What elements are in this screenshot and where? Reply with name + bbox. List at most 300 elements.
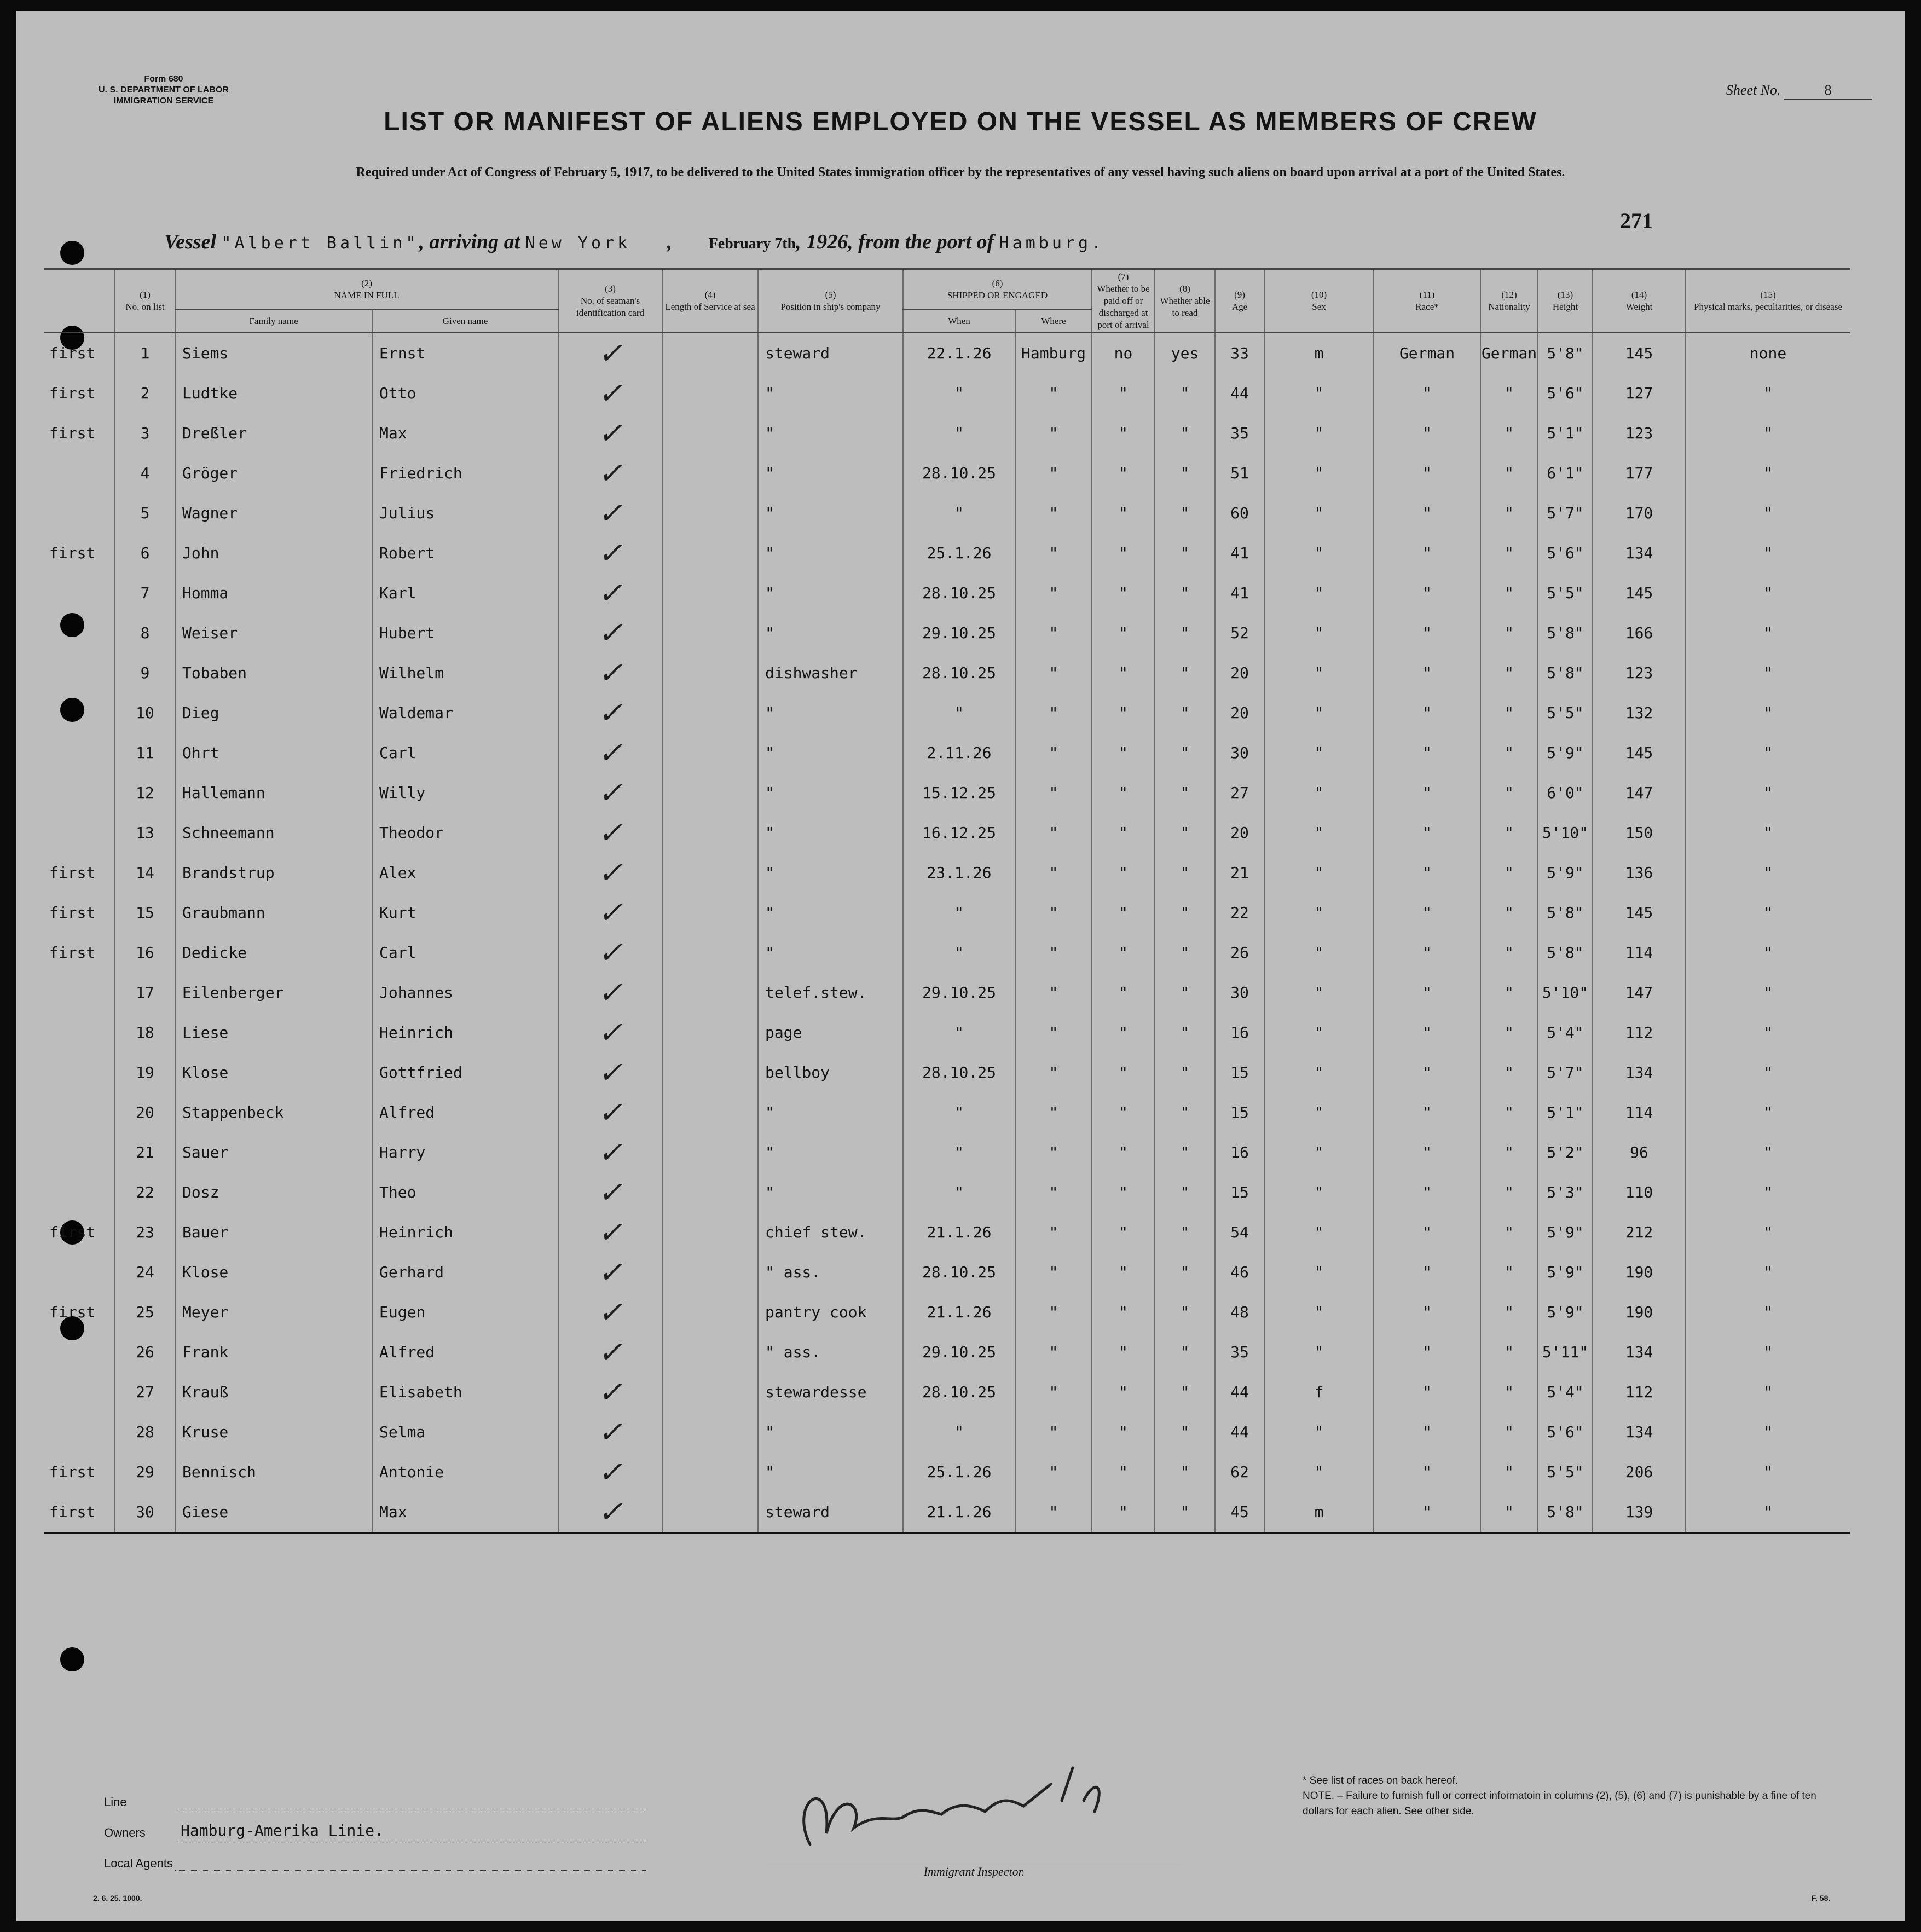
id-card-check: ✓ <box>558 1172 662 1212</box>
list-no-cell: 24 <box>115 1252 175 1292</box>
paid-off-cell: " <box>1092 973 1155 1013</box>
header-row <box>44 269 1850 310</box>
paid-off-cell: " <box>1092 573 1155 613</box>
position-cell: " <box>758 1092 903 1132</box>
mark-cell <box>44 1412 115 1452</box>
weight-cell: 150 <box>1593 813 1686 853</box>
id-card-check: ✓ <box>558 1052 662 1092</box>
race-cell: " <box>1374 813 1480 853</box>
form-header <box>99 74 229 107</box>
length-cell <box>662 1092 758 1132</box>
nationality-cell: " <box>1480 613 1538 653</box>
length-cell <box>662 933 758 973</box>
table-row <box>44 493 1850 533</box>
height-cell: 5'8" <box>1538 893 1593 933</box>
reference-number: 271 <box>1620 209 1653 233</box>
table-row <box>44 1172 1850 1212</box>
where-cell: " <box>1015 1492 1092 1533</box>
age-cell: 44 <box>1215 373 1264 413</box>
list-no-cell: 21 <box>115 1132 175 1172</box>
sex-cell: " <box>1264 613 1374 653</box>
table-row <box>44 1092 1850 1132</box>
given-name-cell: Gerhard <box>372 1252 558 1292</box>
read-cell: yes <box>1155 333 1215 373</box>
sex-cell: " <box>1264 1013 1374 1052</box>
height-cell: 5'9" <box>1538 1212 1593 1252</box>
physical-marks-cell: " <box>1686 453 1850 493</box>
mark-cell <box>44 1372 115 1412</box>
family-name-cell: Krauß <box>175 1372 372 1412</box>
mark-header <box>44 269 115 333</box>
vessel-label: Vessel <box>164 230 216 253</box>
read-cell: " <box>1155 1372 1215 1412</box>
family-name-cell: Hallemann <box>175 773 372 813</box>
nationality-cell: " <box>1480 1212 1538 1252</box>
nationality-cell: " <box>1480 1412 1538 1452</box>
weight-cell: 110 <box>1593 1172 1686 1212</box>
length-cell <box>662 1013 758 1052</box>
race-cell: " <box>1374 653 1480 693</box>
race-cell: " <box>1374 1092 1480 1132</box>
physical-marks-cell: " <box>1686 493 1850 533</box>
paid-off-cell: " <box>1092 693 1155 733</box>
given-name-cell: Johannes <box>372 973 558 1013</box>
paid-off-cell: " <box>1092 653 1155 693</box>
given-name-cell: Max <box>372 1492 558 1533</box>
length-cell <box>662 453 758 493</box>
given-name-cell: Alfred <box>372 1092 558 1132</box>
when-cell: " <box>903 413 1015 453</box>
height-cell: 5'10" <box>1538 813 1593 853</box>
length-cell <box>662 893 758 933</box>
nationality-cell: " <box>1480 573 1538 613</box>
id-card-check: ✓ <box>558 573 662 613</box>
position-cell: " <box>758 1172 903 1212</box>
paid-off-cell: " <box>1092 1092 1155 1132</box>
id-card-check: ✓ <box>558 413 662 453</box>
arrival-date: February 7th <box>708 235 796 252</box>
read-cell: " <box>1155 1052 1215 1092</box>
where-cell: " <box>1015 413 1092 453</box>
when-cell: 22.1.26 <box>903 333 1015 373</box>
table-row <box>44 813 1850 853</box>
age-cell: 35 <box>1215 413 1264 453</box>
weight-cell: 132 <box>1593 693 1686 733</box>
mark-cell: first <box>49 904 96 922</box>
manifest-sheet <box>16 11 1905 1921</box>
table-row <box>44 1372 1850 1412</box>
mark-cell <box>44 1252 115 1292</box>
header-race: (11) Race* <box>1374 269 1480 333</box>
race-cell: " <box>1374 1492 1480 1533</box>
year-prefix: , 19 <box>796 230 828 253</box>
header-position: (5) Position in ship's company <box>758 269 903 333</box>
list-no-cell: 19 <box>115 1052 175 1092</box>
weight-cell: 114 <box>1593 933 1686 973</box>
physical-marks-cell: " <box>1686 533 1850 573</box>
when-cell: " <box>903 1412 1015 1452</box>
read-cell: " <box>1155 413 1215 453</box>
family-name-cell: Siems <box>175 333 372 373</box>
nationality-cell: " <box>1480 1492 1538 1533</box>
mark-cell <box>44 773 115 813</box>
punch-hole <box>60 241 84 265</box>
read-cell: " <box>1155 533 1215 573</box>
sex-cell: " <box>1264 533 1374 573</box>
table-row <box>44 1412 1850 1452</box>
agents-label: Local Agents <box>104 1856 173 1870</box>
list-no-cell: 17 <box>115 973 175 1013</box>
physical-marks-cell: " <box>1686 773 1850 813</box>
header-family-name: Family name <box>175 310 372 333</box>
table-row <box>44 653 1850 693</box>
position-cell: " <box>758 453 903 493</box>
given-name-cell: Max <box>372 413 558 453</box>
race-cell: " <box>1374 453 1480 493</box>
length-cell <box>662 1212 758 1252</box>
length-cell <box>662 653 758 693</box>
age-cell: 15 <box>1215 1172 1264 1212</box>
list-no-cell: 20 <box>115 1092 175 1132</box>
length-cell <box>662 973 758 1013</box>
height-cell: 5'9" <box>1538 1252 1593 1292</box>
when-cell: 25.1.26 <box>903 533 1015 573</box>
sex-cell: " <box>1264 373 1374 413</box>
mark-cell: first <box>49 544 96 562</box>
where-cell: " <box>1015 1092 1092 1132</box>
id-card-check: ✓ <box>558 1412 662 1452</box>
race-cell: " <box>1374 733 1480 773</box>
age-cell: 15 <box>1215 1052 1264 1092</box>
weight-cell: 190 <box>1593 1252 1686 1292</box>
position-cell: " <box>758 853 903 893</box>
table-row <box>44 893 1850 933</box>
header-shipped: (6) SHIPPED OR ENGAGED <box>903 269 1092 310</box>
position-cell: " <box>758 373 903 413</box>
sex-cell: " <box>1264 1332 1374 1372</box>
given-name-cell: Julius <box>372 493 558 533</box>
given-name-cell: Elisabeth <box>372 1372 558 1412</box>
sheet-number-field <box>1726 82 1872 100</box>
id-card-check: ✓ <box>558 1092 662 1132</box>
mark-cell: first <box>49 344 96 362</box>
sex-cell: " <box>1264 973 1374 1013</box>
where-cell: " <box>1015 1292 1092 1332</box>
where-cell: " <box>1015 853 1092 893</box>
mark-cell: first <box>49 384 96 402</box>
length-cell <box>662 773 758 813</box>
sex-cell: " <box>1264 733 1374 773</box>
read-cell: " <box>1155 853 1215 893</box>
table-row <box>44 613 1850 653</box>
mark-cell <box>44 813 115 853</box>
nationality-cell: " <box>1480 933 1538 973</box>
age-cell: 22 <box>1215 893 1264 933</box>
position-cell: " ass. <box>758 1332 903 1372</box>
race-cell: " <box>1374 613 1480 653</box>
id-card-check: ✓ <box>558 853 662 893</box>
race-cell: " <box>1374 1372 1480 1412</box>
where-cell: " <box>1015 893 1092 933</box>
table-row <box>44 973 1850 1013</box>
height-cell: 5'4" <box>1538 1372 1593 1412</box>
id-card-check: ✓ <box>558 1132 662 1172</box>
where-cell: " <box>1015 1372 1092 1412</box>
age-cell: 44 <box>1215 1412 1264 1452</box>
length-cell <box>662 493 758 533</box>
read-cell: " <box>1155 1332 1215 1372</box>
table-row <box>44 853 1850 893</box>
where-cell: " <box>1015 1252 1092 1292</box>
footer-note <box>1303 1773 1850 1819</box>
position-cell: " <box>758 813 903 853</box>
read-cell: " <box>1155 693 1215 733</box>
when-cell: 21.1.26 <box>903 1492 1015 1533</box>
where-cell: " <box>1015 1132 1092 1172</box>
sex-cell: " <box>1264 693 1374 733</box>
id-card-check: ✓ <box>558 773 662 813</box>
read-cell: " <box>1155 453 1215 493</box>
given-name-cell: Carl <box>372 933 558 973</box>
position-cell: " <box>758 1412 903 1452</box>
paid-off-cell: " <box>1092 813 1155 853</box>
read-cell: " <box>1155 973 1215 1013</box>
height-cell: 5'8" <box>1538 653 1593 693</box>
family-name-cell: Klose <box>175 1052 372 1092</box>
family-name-cell: Graubmann <box>175 893 372 933</box>
sex-cell: " <box>1264 1412 1374 1452</box>
family-name-cell: Weiser <box>175 613 372 653</box>
id-card-check: ✓ <box>558 1492 662 1533</box>
height-cell: 5'5" <box>1538 1452 1593 1492</box>
paid-off-cell: " <box>1092 1252 1155 1292</box>
penalty-note: NOTE. – Failure to furnish full or correct informatoin in columns (2), (5), (6) and (7) is punishable by a fine of ten dollars for each alien. See other side. <box>1303 1790 1816 1817</box>
weight-cell: 206 <box>1593 1452 1686 1492</box>
height-cell: 5'3" <box>1538 1172 1593 1212</box>
paid-off-cell: " <box>1092 1412 1155 1452</box>
weight-cell: 136 <box>1593 853 1686 893</box>
mark-cell <box>44 573 115 613</box>
length-cell <box>662 693 758 733</box>
weight-cell: 134 <box>1593 1052 1686 1092</box>
when-cell: 28.10.25 <box>903 1052 1015 1092</box>
length-cell <box>662 1172 758 1212</box>
physical-marks-cell: " <box>1686 1412 1850 1452</box>
sheet-number: 8 <box>1784 82 1872 100</box>
header-paid-off: (7) Whether to be paid off or discharged at port of arrival <box>1092 269 1155 333</box>
family-name-cell: Bennisch <box>175 1452 372 1492</box>
sex-cell: f <box>1264 1372 1374 1412</box>
position-cell: " <box>758 933 903 973</box>
race-cell: " <box>1374 973 1480 1013</box>
age-cell: 33 <box>1215 333 1264 373</box>
position-cell: " <box>758 1452 903 1492</box>
read-cell: " <box>1155 773 1215 813</box>
page-title: LIST OR MANIFEST OF ALIENS EMPLOYED ON THE VESSEL AS MEMBERS OF CREW <box>384 107 1537 136</box>
physical-marks-cell: " <box>1686 573 1850 613</box>
given-name-cell: Wilhelm <box>372 653 558 693</box>
list-no-cell: 22 <box>115 1172 175 1212</box>
paid-off-cell: " <box>1092 613 1155 653</box>
table-row <box>44 1492 1850 1533</box>
race-cell: " <box>1374 413 1480 453</box>
paid-off-cell: " <box>1092 1052 1155 1092</box>
mark-cell <box>44 1172 115 1212</box>
where-cell: " <box>1015 1412 1092 1452</box>
read-cell: " <box>1155 1292 1215 1332</box>
owners-field <box>104 1809 646 1840</box>
paid-off-cell: " <box>1092 533 1155 573</box>
position-cell: " <box>758 773 903 813</box>
age-cell: 62 <box>1215 1452 1264 1492</box>
height-cell: 5'9" <box>1538 853 1593 893</box>
paid-off-cell: " <box>1092 1212 1155 1252</box>
list-no-cell: 16 <box>115 933 175 973</box>
family-name-cell: Meyer <box>175 1292 372 1332</box>
height-cell: 5'4" <box>1538 1013 1593 1052</box>
nationality-cell: " <box>1480 1452 1538 1492</box>
when-cell: 29.10.25 <box>903 1332 1015 1372</box>
height-cell: 5'1" <box>1538 1092 1593 1132</box>
height-cell: 5'6" <box>1538 373 1593 413</box>
read-cell: " <box>1155 1132 1215 1172</box>
service: IMMIGRATION SERVICE <box>113 96 214 106</box>
length-cell <box>662 813 758 853</box>
list-no-cell: 25 <box>115 1292 175 1332</box>
header-name: (2) NAME IN FULL <box>175 269 558 310</box>
vessel-name: "Albert Ballin" <box>221 234 419 253</box>
agents-field <box>104 1840 646 1871</box>
year-suffix: 26 <box>827 230 848 253</box>
physical-marks-cell: " <box>1686 813 1850 853</box>
where-cell: " <box>1015 1013 1092 1052</box>
owners-label: Owners <box>104 1826 146 1840</box>
where-cell: " <box>1015 733 1092 773</box>
race-cell: " <box>1374 493 1480 533</box>
weight-cell: 114 <box>1593 1092 1686 1132</box>
table-row <box>44 1052 1850 1092</box>
height-cell: 5'8" <box>1538 333 1593 373</box>
age-cell: 21 <box>1215 853 1264 893</box>
owners-value: Hamburg-Amerika Linie. <box>175 1821 646 1840</box>
mark-cell: first <box>49 424 96 442</box>
header-physical-marks: (15) Physical marks, peculiarities, or disease <box>1686 269 1850 333</box>
age-cell: 15 <box>1215 1092 1264 1132</box>
paid-off-cell: " <box>1092 1332 1155 1372</box>
family-name-cell: Dieg <box>175 693 372 733</box>
given-name-cell: Alex <box>372 853 558 893</box>
age-cell: 52 <box>1215 613 1264 653</box>
nationality-cell: " <box>1480 1132 1538 1172</box>
id-card-check: ✓ <box>558 973 662 1013</box>
physical-marks-cell: " <box>1686 1452 1850 1492</box>
weight-cell: 170 <box>1593 493 1686 533</box>
family-name-cell: Stappenbeck <box>175 1092 372 1132</box>
table-row <box>44 1132 1850 1172</box>
physical-marks-cell: " <box>1686 373 1850 413</box>
read-cell: " <box>1155 1252 1215 1292</box>
race-cell: " <box>1374 1132 1480 1172</box>
list-no-cell: 18 <box>115 1013 175 1052</box>
family-name-cell: Wagner <box>175 493 372 533</box>
race-cell: " <box>1374 1013 1480 1052</box>
family-name-cell: Frank <box>175 1332 372 1372</box>
line-label: Line <box>104 1795 127 1809</box>
when-cell: " <box>903 893 1015 933</box>
list-no-cell: 8 <box>115 613 175 653</box>
family-name-cell: Tobaben <box>175 653 372 693</box>
mark-cell: first <box>49 1223 96 1241</box>
mark-cell <box>44 1132 115 1172</box>
list-no-cell: 14 <box>115 853 175 893</box>
length-cell <box>662 853 758 893</box>
page-subtitle: Required under Act of Congress of February 5, 1917, to be delivered to the United States immigration officer by the representatives of any vessel having such aliens on board upon arrival at a port of the United States. <box>356 165 1565 180</box>
table-row <box>44 933 1850 973</box>
physical-marks-cell: " <box>1686 893 1850 933</box>
weight-cell: 96 <box>1593 1132 1686 1172</box>
where-cell: " <box>1015 973 1092 1013</box>
when-cell: 28.10.25 <box>903 1372 1015 1412</box>
height-cell: 5'11" <box>1538 1332 1593 1372</box>
family-name-cell: Ludtke <box>175 373 372 413</box>
when-cell: " <box>903 493 1015 533</box>
where-cell: Hamburg <box>1015 333 1092 373</box>
position-cell: steward <box>758 1492 903 1533</box>
position-cell: " ass. <box>758 1252 903 1292</box>
weight-cell: 134 <box>1593 533 1686 573</box>
length-cell <box>662 1252 758 1292</box>
position-cell: " <box>758 613 903 653</box>
physical-marks-cell: " <box>1686 1212 1850 1252</box>
given-name-cell: Alfred <box>372 1332 558 1372</box>
age-cell: 20 <box>1215 693 1264 733</box>
family-name-cell: Kruse <box>175 1412 372 1452</box>
when-cell: 21.1.26 <box>903 1292 1015 1332</box>
given-name-cell: Harry <box>372 1132 558 1172</box>
weight-cell: 147 <box>1593 973 1686 1013</box>
where-cell: " <box>1015 613 1092 653</box>
height-cell: 5'8" <box>1538 613 1593 653</box>
physical-marks-cell: " <box>1686 1092 1850 1132</box>
age-cell: 27 <box>1215 773 1264 813</box>
height-cell: 5'9" <box>1538 733 1593 773</box>
form-number: Form 680 <box>144 74 183 84</box>
nationality-cell: " <box>1480 1252 1538 1292</box>
id-card-check: ✓ <box>558 1252 662 1292</box>
line-field <box>104 1779 646 1809</box>
age-cell: 44 <box>1215 1372 1264 1412</box>
header-weight: (14) Weight <box>1593 269 1686 333</box>
sheet-label: Sheet No. <box>1726 82 1781 98</box>
age-cell: 46 <box>1215 1252 1264 1292</box>
when-cell: 28.10.25 <box>903 653 1015 693</box>
mark-cell: first <box>44 1492 115 1533</box>
height-cell: 5'10" <box>1538 973 1593 1013</box>
physical-marks-cell: " <box>1686 933 1850 973</box>
age-cell: 60 <box>1215 493 1264 533</box>
family-name-cell: John <box>175 533 372 573</box>
where-cell: " <box>1015 1452 1092 1492</box>
sex-cell: " <box>1264 1092 1374 1132</box>
race-cell: " <box>1374 693 1480 733</box>
height-cell: 6'1" <box>1538 453 1593 493</box>
weight-cell: 134 <box>1593 1412 1686 1452</box>
print-code: 2. 6. 25. 1000. <box>93 1894 142 1902</box>
read-cell: " <box>1155 893 1215 933</box>
given-name-cell: Antonie <box>372 1452 558 1492</box>
agents-value <box>175 1870 646 1871</box>
nationality-cell: " <box>1480 493 1538 533</box>
